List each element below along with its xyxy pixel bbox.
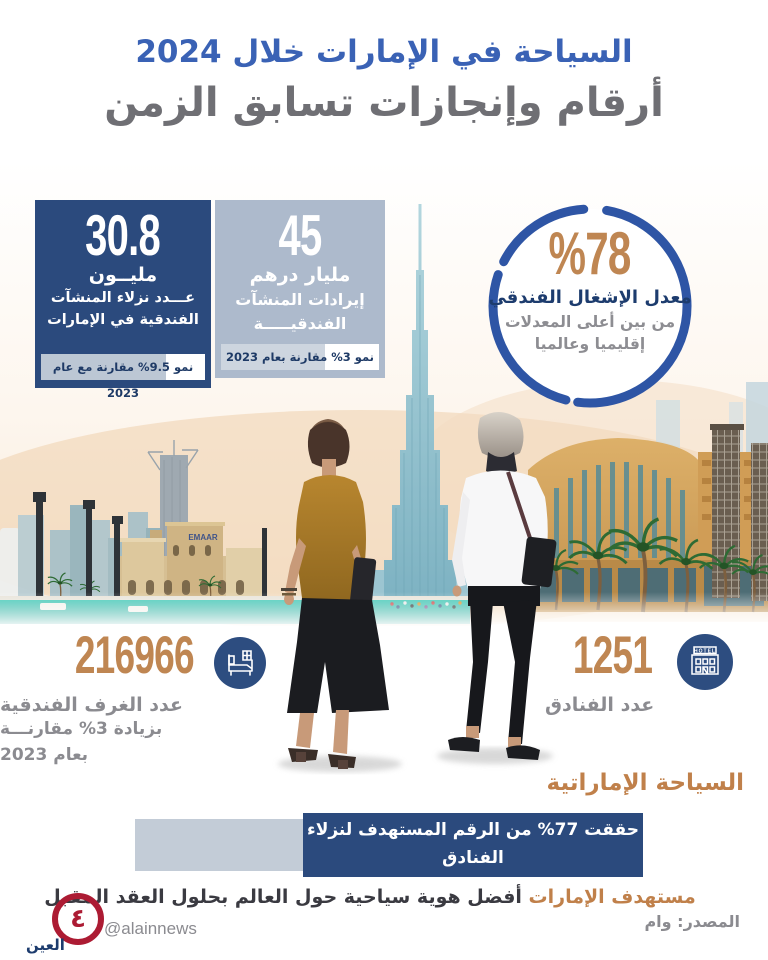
social-handle[interactable]: @alainnews — [104, 919, 197, 938]
revenue-unit: مليار درهم — [249, 264, 351, 287]
hotel-building-icon — [677, 634, 733, 690]
source-credit: المصدر: وام — [644, 912, 740, 931]
revenue-growth-band — [221, 344, 379, 370]
alain-logo-text: العين — [26, 936, 65, 954]
target-highlight: مستهدف الإمارات — [528, 886, 696, 908]
guests-growth-band — [41, 354, 205, 400]
occupancy-value: %78 — [548, 220, 632, 288]
guests-growth-note: نمو 9.5% مقارنة مع عام 2023 — [52, 360, 194, 400]
photo-bottom-fade — [0, 592, 768, 628]
revenue-desc-2: الفندقيـــــة — [253, 314, 347, 334]
rooms-note-2: بعام 2023 — [0, 745, 89, 766]
occupancy-desc-2: إقليميا وعالميا — [534, 335, 646, 354]
hotel-room-icon — [214, 637, 266, 689]
rooms-note-1: بزيادة 3% مقارنـــة — [0, 719, 163, 739]
revenue-desc-1: إيرادات المنشآت — [235, 290, 365, 310]
page-title: السياحة في الإمارات خلال 2024 — [135, 34, 633, 70]
hotels-stat — [545, 626, 673, 684]
strategy-gray-bar — [135, 819, 303, 871]
occupancy-circle — [486, 202, 694, 412]
revenue-growth-note: نمو 3% مقارنة بعام 2023 — [226, 350, 374, 364]
target-text: أفضل هوية سياحية حول العالم بحلول العقد المقبل — [44, 886, 522, 908]
guests-desc-2: الفندقية في الإمارات — [47, 312, 199, 329]
guests-desc-1: عـــدد نزلاء المنشآت — [50, 290, 196, 307]
rooms-value: 216966 — [74, 625, 194, 685]
guests-value: 30.8 — [85, 204, 161, 268]
strategy-line-2: الخاص بـ"الاستراتيجية الوطنية للسياحة 2031" — [311, 875, 635, 923]
occupancy-title: معدل الإشغال الفندقي — [488, 287, 692, 308]
emaar-sign-text: EMAAR — [188, 533, 218, 542]
alain-logo-glyph: ٤ — [70, 904, 86, 934]
hotel-sign-text: HOTEL — [694, 648, 716, 655]
revenue-stat-box — [215, 200, 385, 378]
strategy-heading: السياحة الإماراتية — [546, 770, 744, 796]
rooms-label-block — [0, 694, 206, 769]
rooms-label: عدد الغرف الفندقية — [0, 694, 183, 716]
target-line — [0, 886, 740, 908]
guests-unit: مليــون — [88, 264, 158, 287]
hotels-value: 1251 — [572, 625, 653, 685]
lattice-towers — [710, 424, 768, 601]
occupancy-desc-1: من بين أعلى المعدلات — [504, 313, 676, 331]
rooms-stat — [33, 626, 205, 684]
hotels-label: عدد الفنادق — [545, 694, 655, 716]
guests-stat-box — [35, 200, 211, 400]
revenue-value: 45 — [278, 204, 322, 268]
dubai-mall-building — [528, 438, 700, 612]
strategy-line-1: حققت 77% من الرقم المستهدف لنزلاء الفنادق — [307, 820, 639, 868]
page-subtitle: أرقام وإنجازات تسابق الزمن — [104, 80, 664, 126]
